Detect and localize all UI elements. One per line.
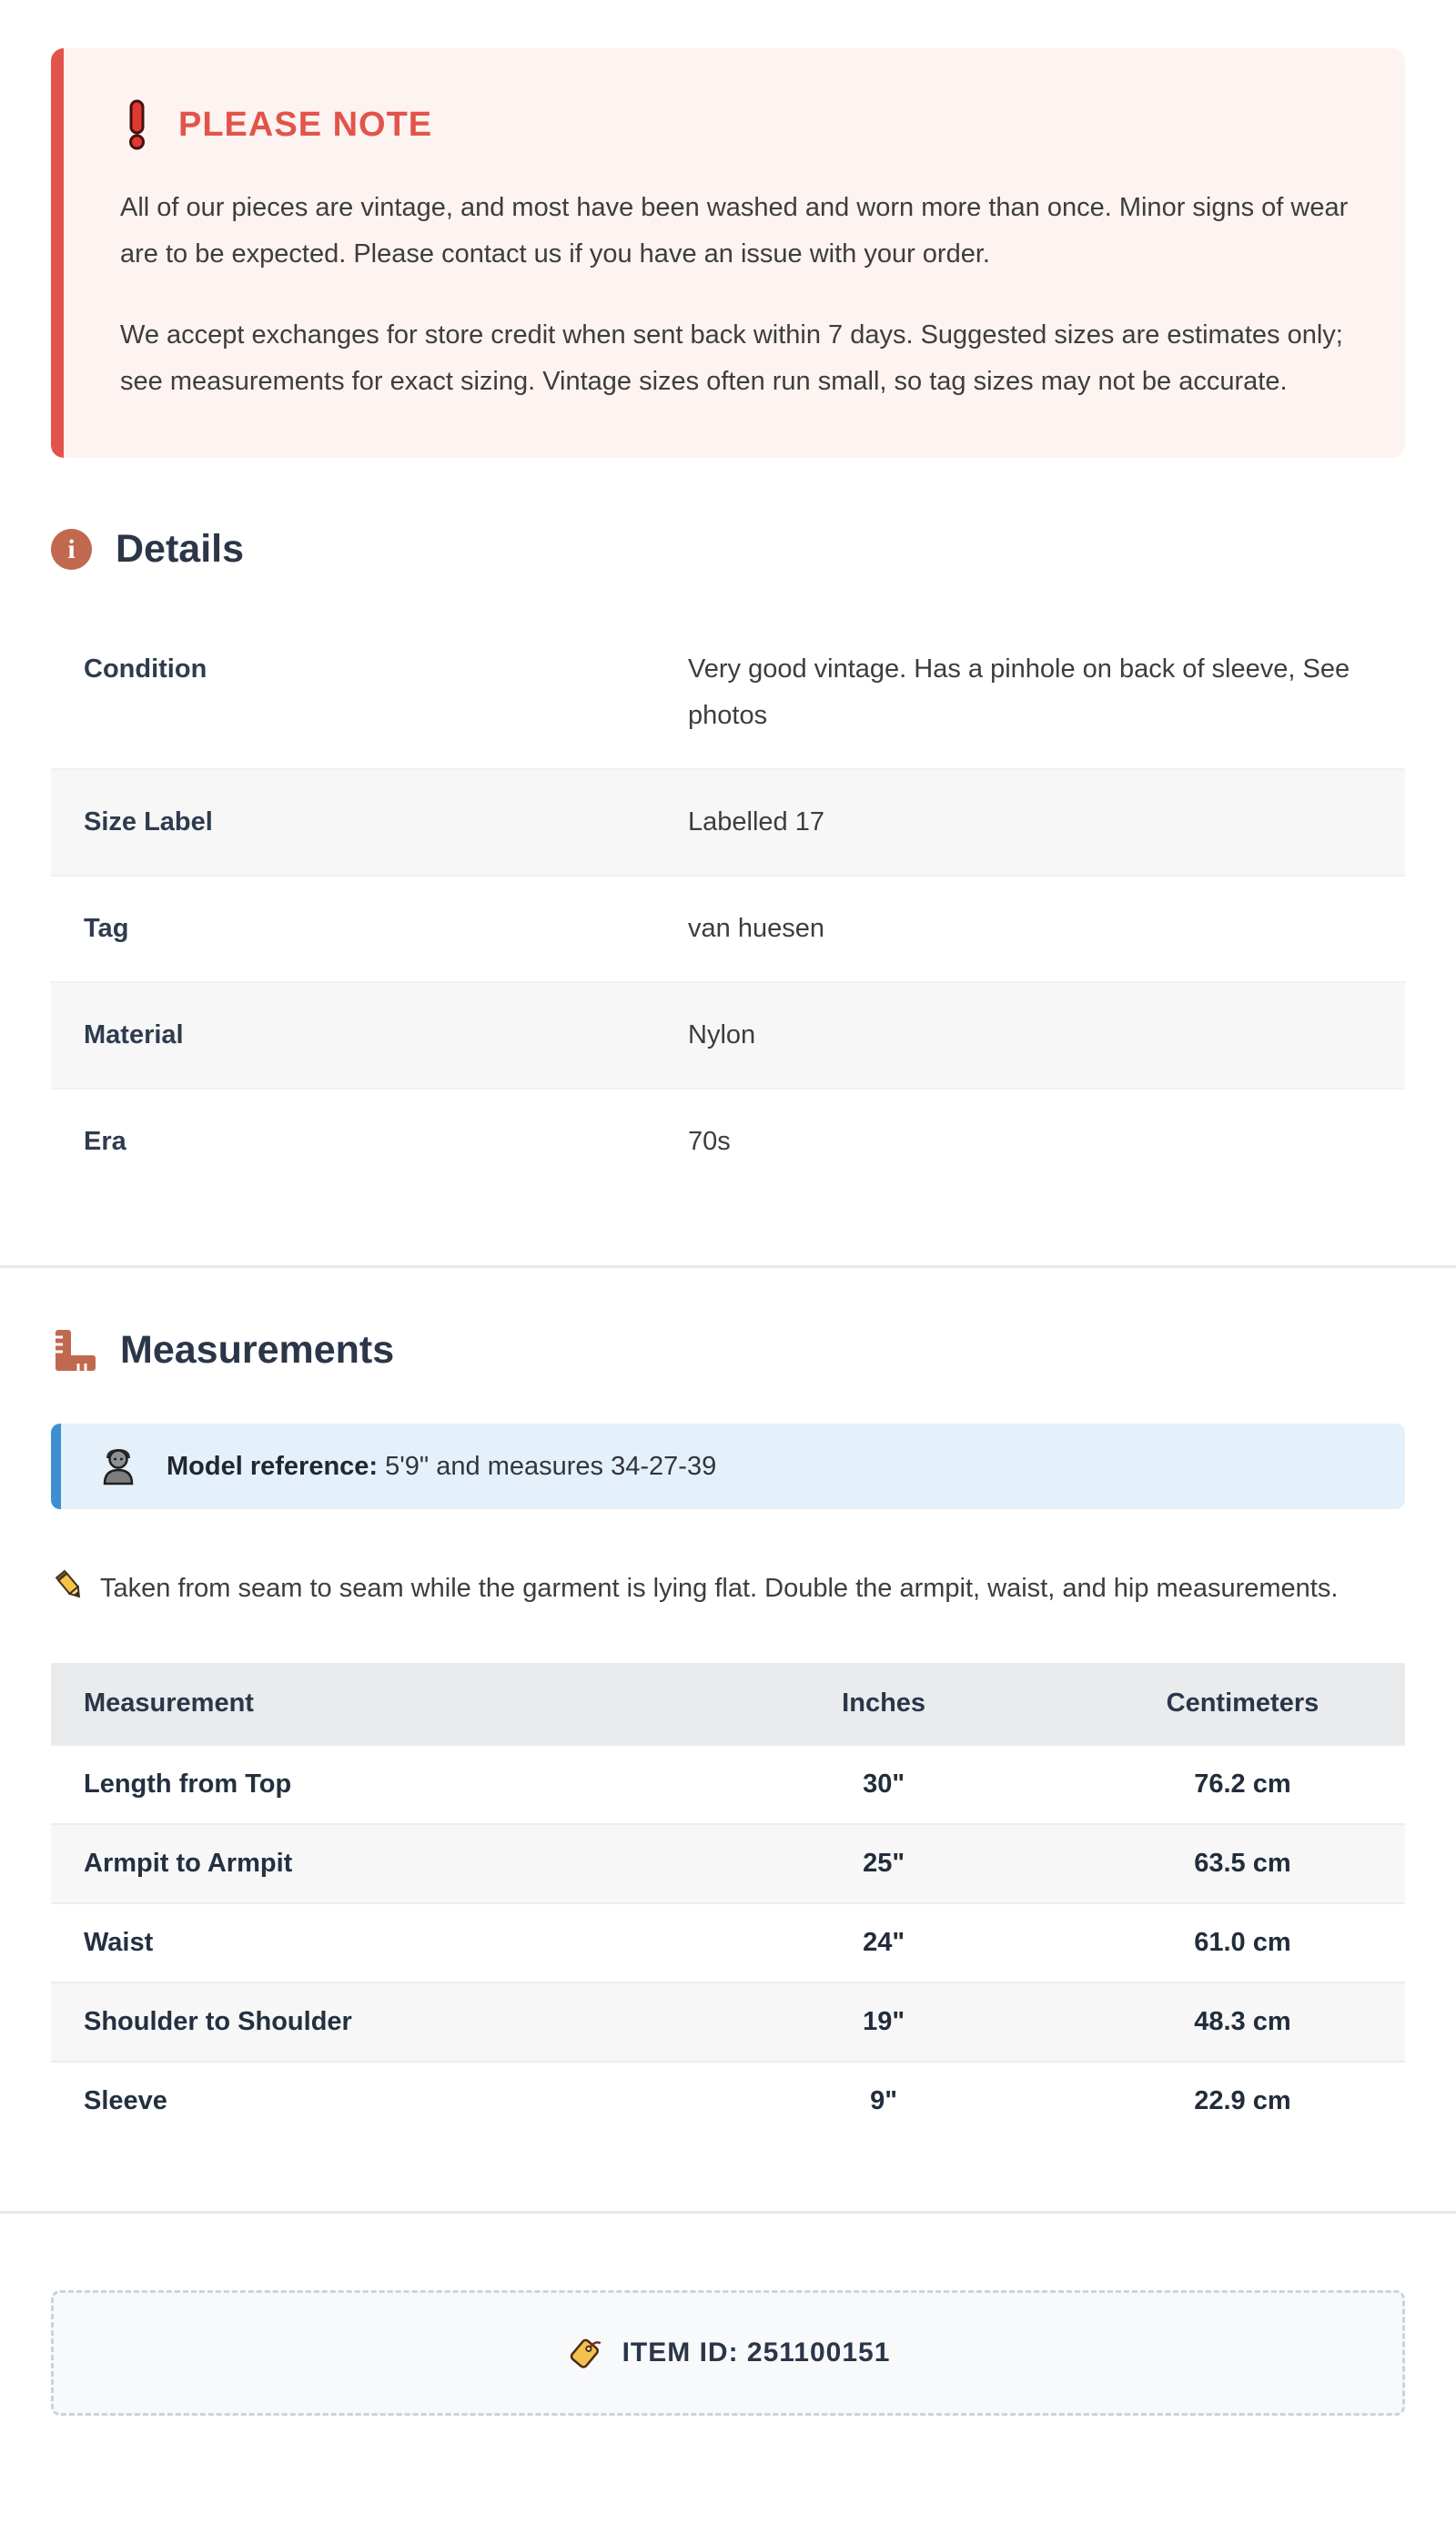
details-heading-label: Details bbox=[116, 527, 245, 571]
measurement-inches: 30" bbox=[687, 1745, 1080, 1824]
measurement-inches: 24" bbox=[687, 1903, 1080, 1982]
pencil-icon bbox=[51, 1567, 87, 1603]
table-row bbox=[51, 875, 1405, 981]
alert-title: PLEASE NOTE bbox=[178, 105, 433, 144]
details-table bbox=[51, 617, 1405, 1194]
tag-icon bbox=[566, 2333, 604, 2373]
section-divider bbox=[0, 2211, 1456, 2214]
measurements-table bbox=[51, 1663, 1405, 2140]
detail-label: Tag bbox=[84, 914, 129, 943]
measurement-cm: 63.5 cm bbox=[1080, 1824, 1405, 1903]
section-divider bbox=[0, 1265, 1456, 1268]
detail-label: Material bbox=[84, 1020, 184, 1049]
model-reference-value: 5'9" and measures 34-27-39 bbox=[385, 1451, 717, 1481]
table-row bbox=[51, 768, 1405, 875]
header-centimeters: Centimeters bbox=[1080, 1663, 1405, 1745]
table-row bbox=[51, 1088, 1405, 1194]
model-reference-label: Model reference: bbox=[167, 1451, 379, 1481]
detail-value: Very good vintage. Has a pinhole on back of sleeve, See photos bbox=[688, 654, 1350, 730]
measurement-name: Shoulder to Shoulder bbox=[51, 1982, 687, 2062]
info-icon: i bbox=[51, 529, 92, 570]
measurement-inches: 25" bbox=[687, 1824, 1080, 1903]
header-measurement: Measurement bbox=[51, 1663, 687, 1745]
measurements-section bbox=[51, 1328, 1405, 2140]
detail-value: Nylon bbox=[688, 1020, 756, 1049]
item-id-box bbox=[51, 2290, 1405, 2416]
measurement-cm: 22.9 cm bbox=[1080, 2062, 1405, 2140]
exclamation-icon bbox=[120, 99, 155, 150]
measurement-inches: 9" bbox=[687, 2062, 1080, 2140]
detail-label: Era bbox=[84, 1127, 126, 1156]
detail-value: van huesen bbox=[688, 914, 824, 943]
table-row bbox=[51, 1982, 1405, 2062]
alert-paragraph-1: All of our pieces are vintage, and most have been washed and worn more than once. Minor signs of wear are to be expected. Please contact us if you have an issue with your order. bbox=[120, 193, 1349, 269]
measurement-note-text: Taken from seam to seam while the garment is lying flat. Double the armpit, waist, and hip measurements. bbox=[100, 1574, 1339, 1603]
model-reference-box bbox=[51, 1424, 1405, 1509]
details-section bbox=[51, 527, 1405, 1194]
model-reference-text bbox=[167, 1452, 716, 1482]
measurement-note bbox=[51, 1566, 1405, 1612]
measurement-name: Length from Top bbox=[51, 1745, 687, 1824]
measurement-name: Armpit to Armpit bbox=[51, 1824, 687, 1903]
ruler-icon bbox=[51, 1329, 96, 1373]
detail-value: 70s bbox=[688, 1127, 731, 1156]
detail-label: Size Label bbox=[84, 807, 213, 837]
measurements-heading bbox=[51, 1328, 1405, 1373]
table-row bbox=[51, 1745, 1405, 1824]
person-icon bbox=[97, 1445, 139, 1487]
detail-value: Labelled 17 bbox=[688, 807, 824, 837]
details-heading bbox=[51, 527, 1405, 572]
table-row bbox=[51, 2062, 1405, 2140]
table-row bbox=[51, 1824, 1405, 1903]
table-row bbox=[51, 981, 1405, 1088]
measurements-heading-label: Measurements bbox=[120, 1328, 395, 1372]
measurement-cm: 48.3 cm bbox=[1080, 1982, 1405, 2062]
header-inches: Inches bbox=[687, 1663, 1080, 1745]
measurement-name: Waist bbox=[51, 1903, 687, 1982]
table-row bbox=[51, 1903, 1405, 1982]
measurement-inches: 19" bbox=[687, 1982, 1080, 2062]
alert-paragraph-2: We accept exchanges for store credit when sent back within 7 days. Suggested sizes are estimates only; see measurements for exact sizing. Vintage sizes often run small, so tag sizes may not be accurate. bbox=[120, 320, 1343, 396]
item-id-label: ITEM ID: 251100151 bbox=[622, 2337, 891, 2368]
please-note-alert bbox=[51, 48, 1405, 458]
measurement-cm: 61.0 cm bbox=[1080, 1903, 1405, 1982]
detail-label: Condition bbox=[84, 654, 207, 684]
measurement-name: Sleeve bbox=[51, 2062, 687, 2140]
measurement-cm: 76.2 cm bbox=[1080, 1745, 1405, 1824]
measurements-table-header-row bbox=[51, 1663, 1405, 1745]
table-row bbox=[51, 617, 1405, 768]
alert-title-row bbox=[120, 99, 1349, 150]
